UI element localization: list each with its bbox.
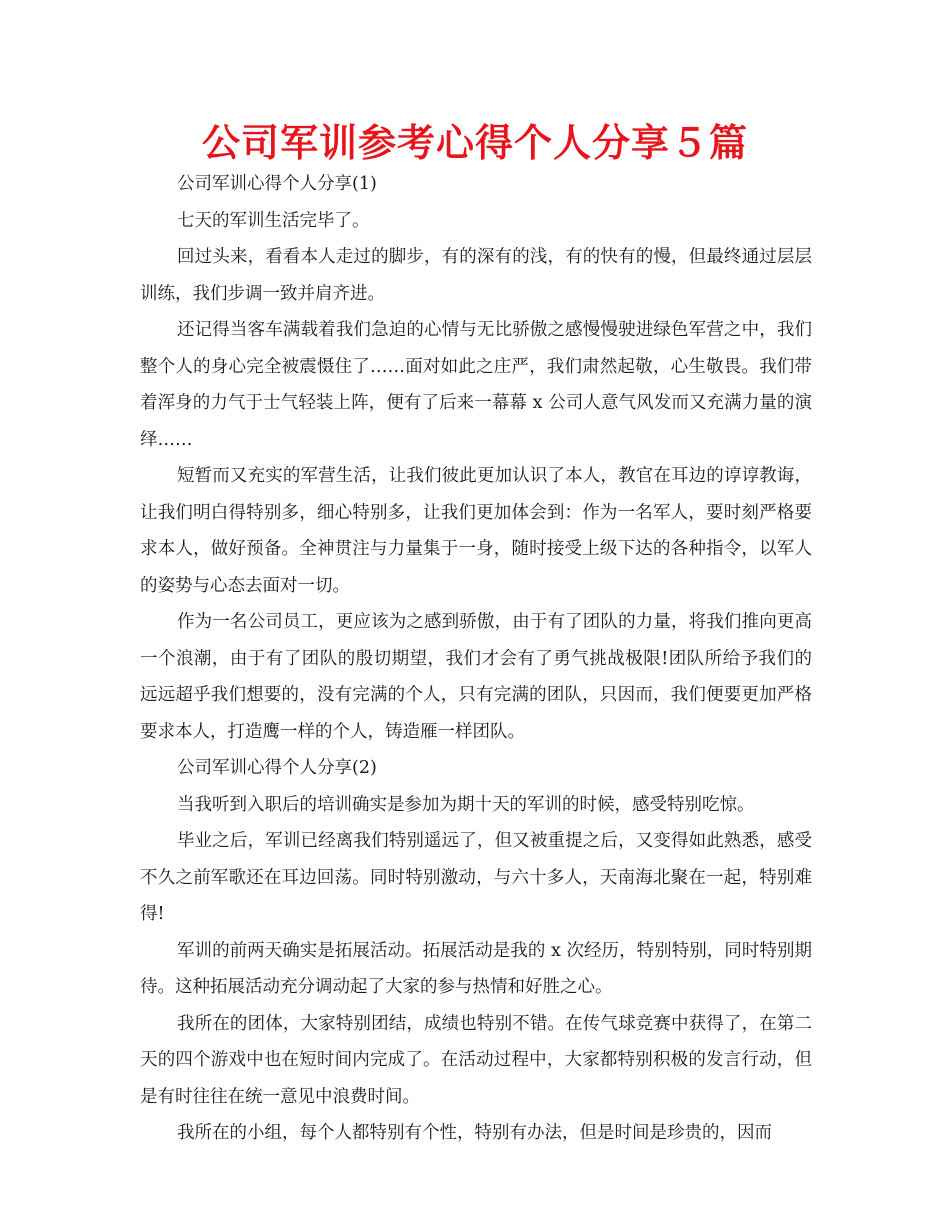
paragraph-section-heading: 公司军训心得个人分享(1) <box>177 174 377 194</box>
paragraph: 回过头来，看看本人走过的脚步，有的深有的浅，有的快有的慢，但最终通过层层训练，我们步调一致并肩齐进。 <box>140 247 812 304</box>
paragraph: 毕业之后，军训已经离我们特别遥远了，但又被重提之后，又变得如此熟悉，感受不久之前军歌还在耳边回荡。同时特别激动，与六十多人，天南海北聚在一起，特别难得! <box>140 831 812 924</box>
paragraph: 作为一名公司员工，更应该为之感到骄傲，由于有了团队的力量，将我们推向更高一个浪潮，由于有了团队的殷切期望，我们才会有了勇气挑战极限!团队所给予我们的远远超乎我们想要的，没有完满的个人，只有完满的团队，只因而，我们便要更加严格要求本人，打造鹰一样的个人，铸造雁一样团队。 <box>140 612 812 742</box>
paragraph-section-heading: 公司军训心得个人分享(2) <box>177 758 377 778</box>
paragraph: 短暂而又充实的军营生活，让我们彼此更加认识了本人，教官在耳边的谆谆教诲，让我们明白得特别多，细心特别多，让我们更加体会到：作为一名军人，要时刻严格要求本人，做好预备。全神贯注与力量集于一身，随时接受上级下达的各种指令，以军人的姿势与心态去面对一切。 <box>140 466 812 596</box>
paragraph: 七天的军训生活完毕了。 <box>177 210 370 231</box>
paragraph: 我所在的小组，每个人都特别有个性，特别有办法，但是时间是珍贵的，因而 <box>177 1123 772 1143</box>
paragraph: 当我听到入职后的培训确实是参加为期十天的军训的时候，感受特别吃惊。 <box>177 794 755 815</box>
paragraph: 我所在的团体，大家特别团结，成绩也特别不错。在传气球竞赛中获得了，在第二天的四个游戏中也在短时间内完成了。在活动过程中，大家都特别积极的发言行动，但是有时往往在统一意见中浪费时间。 <box>140 1013 812 1107</box>
paragraph: 还记得当客车满载着我们急迫的心情与无比骄傲之感慢慢驶进绿色军营之中，我们整个人的身心完全被震慑住了……面对如此之庄严，我们肃然起敬，心生敬畏。我们带着浑身的力气于士气轻装上阵，便有了后来一幕幕 x 公司人意气风发而又充满力量的演绎…… <box>140 320 812 450</box>
document-body <box>140 166 812 1152</box>
paragraph: 军训的前两天确实是拓展活动。拓展活动是我的 x 次经历，特别特别，同时特别期待。这种拓展活动充分调动起了大家的参与热情和好胜之心。 <box>140 940 812 997</box>
document-title: 公司军训参考心得个人分享５篇 <box>201 121 748 165</box>
